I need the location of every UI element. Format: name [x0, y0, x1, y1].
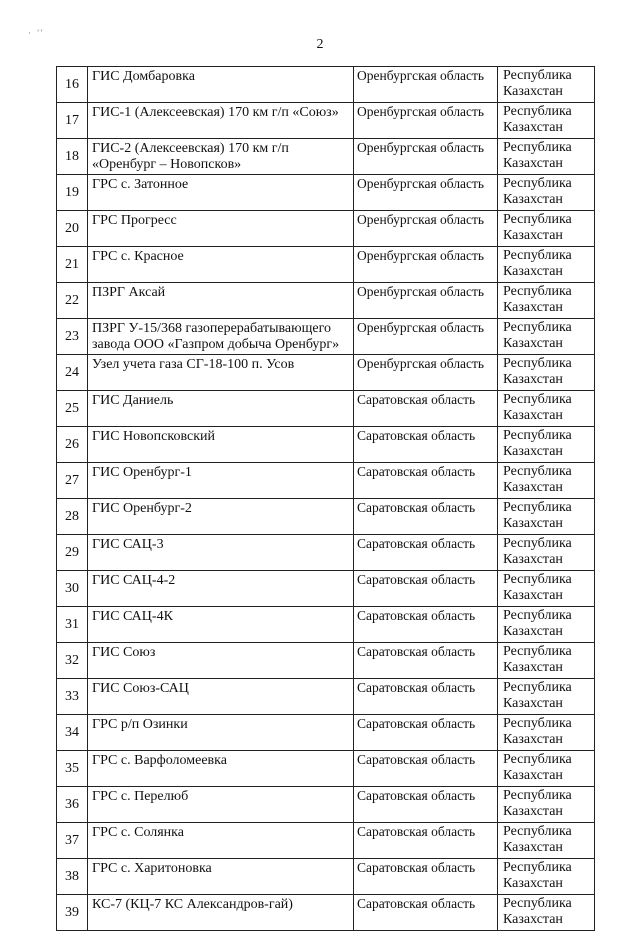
country-line-1: Республика [503, 176, 572, 191]
row-number: 17 [57, 103, 88, 139]
country-line-2: Казахстан [503, 552, 563, 567]
country-line-1: Республика [503, 824, 572, 839]
region-name: Саратовская область [354, 427, 498, 463]
region-name: Саратовская область [354, 607, 498, 643]
facility-name: ГРС с. Варфоломеевка [88, 751, 354, 787]
facility-name: ГИС Оренбург-1 [88, 463, 354, 499]
country-line-1: Республика [503, 536, 572, 551]
country-line-2: Казахстан [503, 624, 563, 639]
country-line-2: Казахстан [503, 444, 563, 459]
table-row [57, 499, 595, 535]
region-name: Оренбургская область [354, 211, 498, 247]
country-line-1: Республика [503, 644, 572, 659]
country-cell [498, 67, 595, 103]
country-cell [498, 679, 595, 715]
row-number: 20 [57, 211, 88, 247]
country-line-2: Казахстан [503, 480, 563, 495]
country-line-1: Республика [503, 68, 572, 83]
country-line-1: Республика [503, 428, 572, 443]
facility-name: ГИС Союз-САЦ [88, 679, 354, 715]
row-number: 34 [57, 715, 88, 751]
region-name: Саратовская область [354, 787, 498, 823]
facility-name: ГИС-2 (Алексеевская) 170 км г/п «Оренбург – Новопсков» [88, 139, 354, 175]
facility-name: ГИС САЦ-3 [88, 535, 354, 571]
country-line-1: Республика [503, 356, 572, 371]
country-line-2: Казахстан [503, 804, 563, 819]
row-number: 23 [57, 319, 88, 355]
table-row [57, 391, 595, 427]
country-cell [498, 571, 595, 607]
region-name: Оренбургская область [354, 355, 498, 391]
table-row [57, 319, 595, 355]
country-cell [498, 355, 595, 391]
region-name: Оренбургская область [354, 175, 498, 211]
facility-name: ГИС Оренбург-2 [88, 499, 354, 535]
table-row [57, 895, 595, 931]
table-row [57, 175, 595, 211]
country-cell [498, 895, 595, 931]
country-line-2: Казахстан [503, 696, 563, 711]
country-line-1: Республика [503, 248, 572, 263]
row-number: 25 [57, 391, 88, 427]
table-row [57, 247, 595, 283]
country-cell [498, 823, 595, 859]
row-number: 39 [57, 895, 88, 931]
country-line-2: Казахстан [503, 408, 563, 423]
table-row [57, 607, 595, 643]
row-number: 37 [57, 823, 88, 859]
table-row [57, 643, 595, 679]
country-line-1: Республика [503, 212, 572, 227]
country-cell [498, 715, 595, 751]
gas-facilities-table [56, 66, 595, 931]
region-name: Саратовская область [354, 643, 498, 679]
country-line-2: Казахстан [503, 516, 563, 531]
country-line-2: Казахстан [503, 264, 563, 279]
table-row [57, 103, 595, 139]
country-line-1: Республика [503, 716, 572, 731]
region-name: Саратовская область [354, 571, 498, 607]
region-name: Саратовская область [354, 823, 498, 859]
country-line-1: Республика [503, 140, 572, 155]
country-cell [498, 463, 595, 499]
facility-name: ГИС Даниель [88, 391, 354, 427]
row-number: 35 [57, 751, 88, 787]
country-line-1: Республика [503, 392, 572, 407]
scan-corner-mark: · '' [28, 28, 45, 38]
facility-name: ГРС Прогресс [88, 211, 354, 247]
row-number: 38 [57, 859, 88, 895]
table-row [57, 139, 595, 175]
page-number: 2 [316, 37, 324, 52]
country-line-2: Казахстан [503, 768, 563, 783]
region-name: Оренбургская область [354, 139, 498, 175]
facility-name: ГРС с. Затонное [88, 175, 354, 211]
facility-name: ГРС с. Солянка [88, 823, 354, 859]
region-name: Оренбургская область [354, 67, 498, 103]
country-line-2: Казахстан [503, 156, 563, 171]
row-number: 18 [57, 139, 88, 175]
table-row [57, 67, 595, 103]
country-line-1: Республика [503, 320, 572, 335]
facility-name: ГРС с. Перелюб [88, 787, 354, 823]
country-line-1: Республика [503, 680, 572, 695]
country-line-2: Казахстан [503, 120, 563, 135]
country-cell [498, 751, 595, 787]
country-cell [498, 283, 595, 319]
country-line-1: Республика [503, 752, 572, 767]
row-number: 28 [57, 499, 88, 535]
region-name: Саратовская область [354, 859, 498, 895]
row-number: 29 [57, 535, 88, 571]
table-row [57, 679, 595, 715]
country-line-1: Республика [503, 104, 572, 119]
facility-name: Узел учета газа СГ-18-100 п. Усов [88, 355, 354, 391]
region-name: Саратовская область [354, 391, 498, 427]
country-cell [498, 247, 595, 283]
country-line-2: Казахстан [503, 228, 563, 243]
row-number: 22 [57, 283, 88, 319]
country-line-2: Казахстан [503, 732, 563, 747]
country-cell [498, 643, 595, 679]
region-name: Саратовская область [354, 499, 498, 535]
facility-name: ГИС-1 (Алексеевская) 170 км г/п «Союз» [88, 103, 354, 139]
table-row [57, 787, 595, 823]
facility-name: КС-7 (КЦ-7 КС Александров-гай) [88, 895, 354, 931]
country-line-2: Казахстан [503, 876, 563, 891]
facility-name: ГИС САЦ-4К [88, 607, 354, 643]
facility-name: ПЗРГ Аксай [88, 283, 354, 319]
region-name: Саратовская область [354, 715, 498, 751]
country-cell [498, 787, 595, 823]
table-row [57, 751, 595, 787]
country-line-2: Казахстан [503, 372, 563, 387]
row-number: 19 [57, 175, 88, 211]
country-cell [498, 427, 595, 463]
country-line-2: Казахстан [503, 840, 563, 855]
country-cell [498, 139, 595, 175]
facility-name: ГИС САЦ-4-2 [88, 571, 354, 607]
country-cell [498, 535, 595, 571]
country-cell [498, 211, 595, 247]
country-cell [498, 607, 595, 643]
country-line-1: Республика [503, 500, 572, 515]
country-cell [498, 319, 595, 355]
region-name: Саратовская область [354, 535, 498, 571]
country-line-2: Казахстан [503, 336, 563, 351]
row-number: 33 [57, 679, 88, 715]
region-name: Оренбургская область [354, 247, 498, 283]
facility-name: ГИС Домбаровка [88, 67, 354, 103]
country-cell [498, 103, 595, 139]
facility-name: ПЗРГ У-15/368 газоперерабатывающего завода ООО «Газпром добыча Оренбург» [88, 319, 354, 355]
country-line-1: Республика [503, 788, 572, 803]
country-line-1: Республика [503, 896, 572, 911]
row-number: 16 [57, 67, 88, 103]
facility-name: ГРС с. Харитоновка [88, 859, 354, 895]
country-line-2: Казахстан [503, 660, 563, 675]
country-line-2: Казахстан [503, 192, 563, 207]
table-row [57, 427, 595, 463]
country-line-1: Республика [503, 284, 572, 299]
facility-name: ГРС р/п Озинки [88, 715, 354, 751]
table-body [57, 67, 595, 931]
region-name: Саратовская область [354, 463, 498, 499]
country-line-2: Казахстан [503, 588, 563, 603]
table-row [57, 715, 595, 751]
region-name: Оренбургская область [354, 283, 498, 319]
country-cell [498, 175, 595, 211]
row-number: 21 [57, 247, 88, 283]
country-line-1: Республика [503, 572, 572, 587]
region-name: Саратовская область [354, 751, 498, 787]
facility-name: ГИС Союз [88, 643, 354, 679]
row-number: 32 [57, 643, 88, 679]
table-row [57, 823, 595, 859]
region-name: Оренбургская область [354, 103, 498, 139]
table-row [57, 535, 595, 571]
table-row [57, 355, 595, 391]
country-cell [498, 391, 595, 427]
facility-name: ГРС с. Красное [88, 247, 354, 283]
country-cell [498, 499, 595, 535]
country-line-1: Республика [503, 860, 572, 875]
table-row [57, 571, 595, 607]
row-number: 24 [57, 355, 88, 391]
region-name: Оренбургская область [354, 319, 498, 355]
country-cell [498, 859, 595, 895]
region-name: Саратовская область [354, 679, 498, 715]
row-number: 27 [57, 463, 88, 499]
country-line-2: Казахстан [503, 300, 563, 315]
row-number: 31 [57, 607, 88, 643]
country-line-2: Казахстан [503, 912, 563, 927]
country-line-2: Казахстан [503, 84, 563, 99]
row-number: 26 [57, 427, 88, 463]
table-row [57, 463, 595, 499]
table-row [57, 283, 595, 319]
table-row [57, 859, 595, 895]
row-number: 30 [57, 571, 88, 607]
region-name: Саратовская область [354, 895, 498, 931]
row-number: 36 [57, 787, 88, 823]
table-row [57, 211, 595, 247]
facility-name: ГИС Новопсковский [88, 427, 354, 463]
country-line-1: Республика [503, 464, 572, 479]
country-line-1: Республика [503, 608, 572, 623]
